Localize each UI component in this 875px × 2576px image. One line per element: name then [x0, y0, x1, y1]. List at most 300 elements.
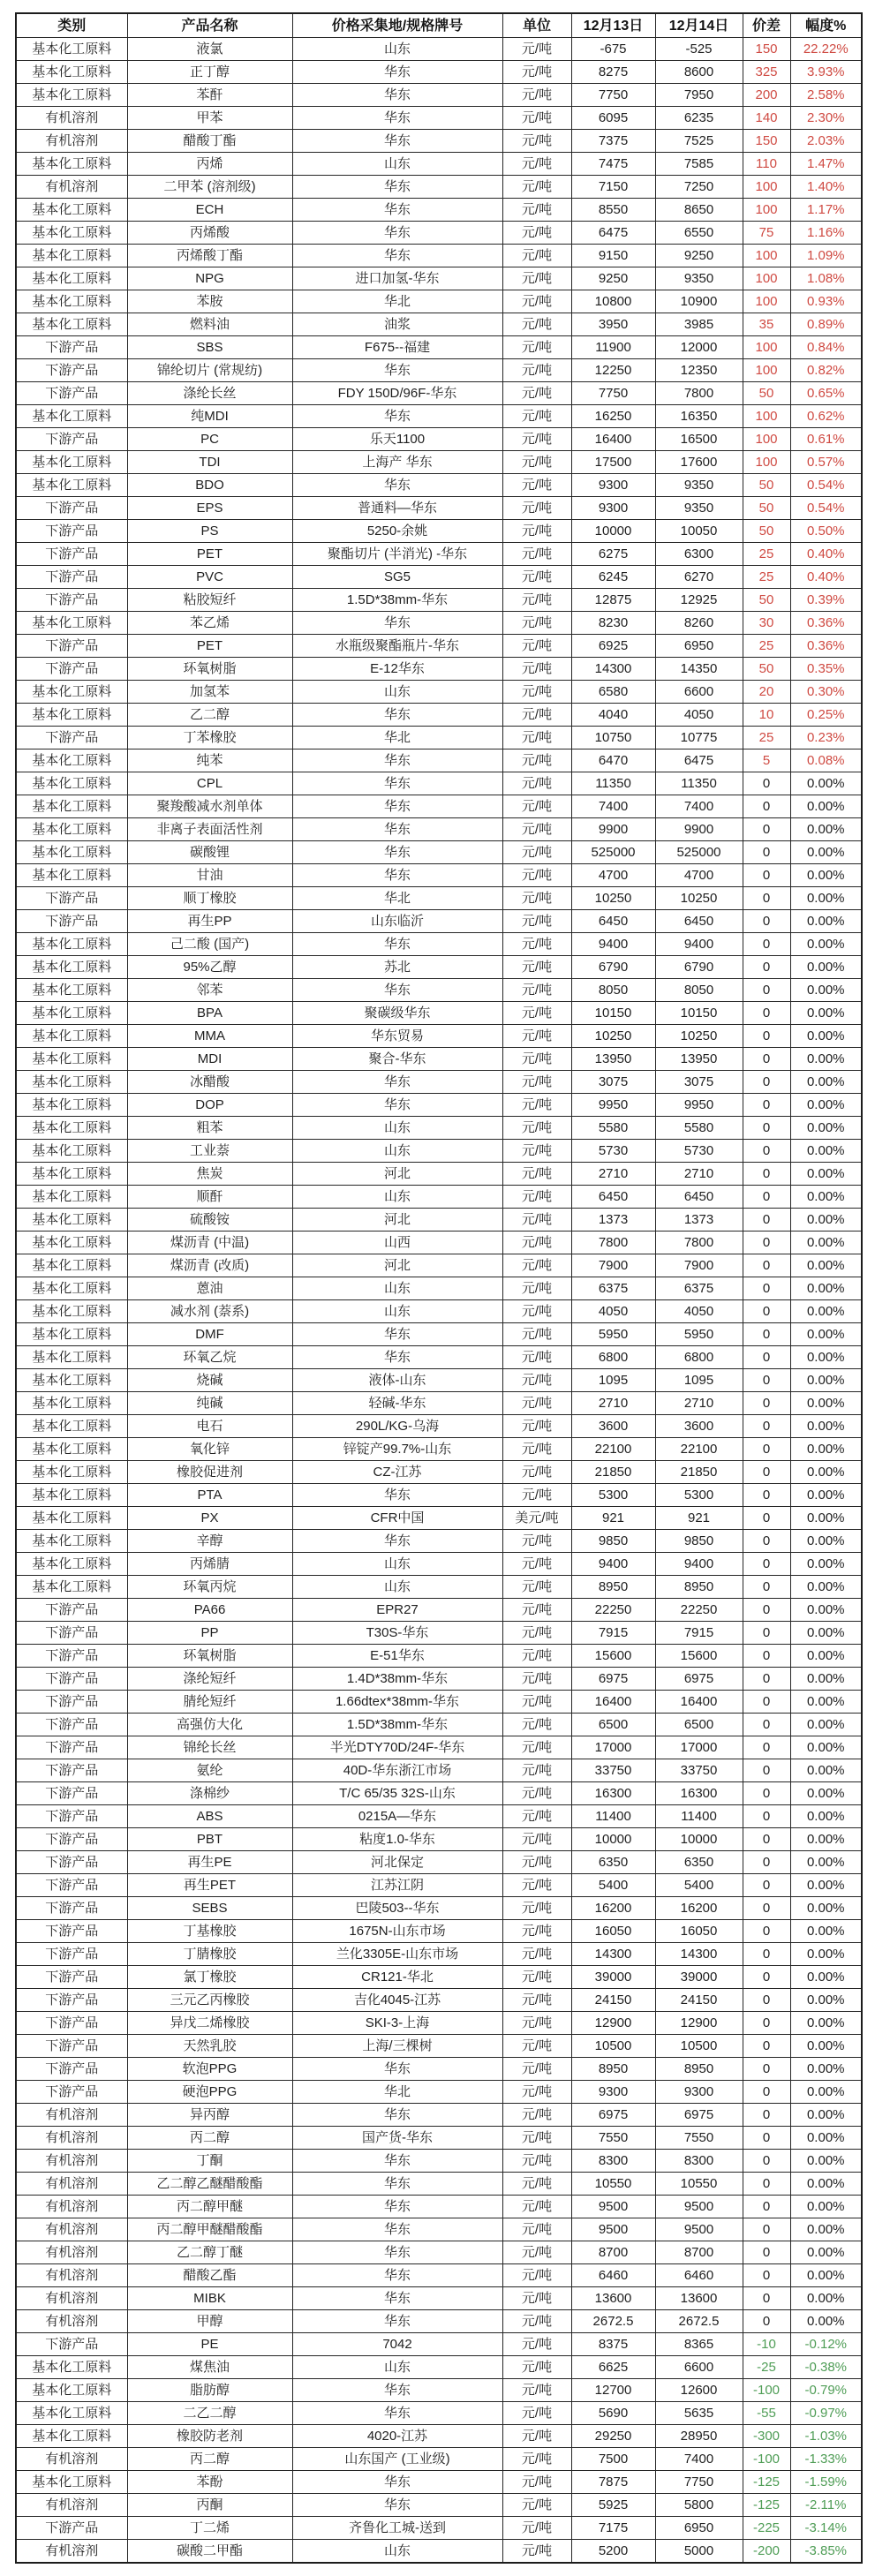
cell-diff: 0 [743, 1300, 790, 1323]
cell-spec: 华东 [292, 84, 502, 107]
cell-unit: 元/吨 [502, 1622, 571, 1645]
cell-price-dec13: 8275 [571, 61, 655, 84]
cell-unit: 元/吨 [502, 290, 571, 313]
cell-unit: 元/吨 [502, 2494, 571, 2517]
cell-price-dec14: 8260 [655, 612, 743, 635]
cell-unit: 元/吨 [502, 933, 571, 956]
cell-diff: 0 [743, 1714, 790, 1736]
cell-change: 0.00% [790, 1805, 862, 1828]
cell-change: 0.00% [790, 2173, 862, 2196]
cell-price-dec14: 13600 [655, 2287, 743, 2310]
cell-price-dec14: 7800 [655, 382, 743, 405]
cell-diff: 0 [743, 841, 790, 864]
cell-category: 基本化工原料 [16, 245, 127, 267]
table-row [16, 1668, 862, 1691]
cell-price-dec14: 2710 [655, 1392, 743, 1415]
cell-price-dec14: 7250 [655, 176, 743, 199]
cell-unit: 元/吨 [502, 520, 571, 543]
cell-unit: 元/吨 [502, 2356, 571, 2379]
cell-unit: 元/吨 [502, 2425, 571, 2448]
cell-product: 二甲苯 (溶剂级) [127, 176, 292, 199]
cell-product: 聚羧酸减水剂单体 [127, 795, 292, 818]
cell-price-dec13: 7175 [571, 2517, 655, 2540]
table-row [16, 1828, 862, 1851]
cell-spec: 1.4D*38mm-华东 [292, 1668, 502, 1691]
col-header-diff: 价差 [743, 13, 790, 38]
cell-change: -0.12% [790, 2333, 862, 2356]
cell-unit: 元/吨 [502, 1117, 571, 1140]
cell-diff: 10 [743, 704, 790, 727]
cell-product: 乙二醇丁醚 [127, 2241, 292, 2264]
cell-spec: 山东 [292, 1277, 502, 1300]
cell-diff: 0 [743, 1002, 790, 1025]
table-row [16, 1002, 862, 1025]
table-row [16, 428, 862, 451]
cell-change: 0.00% [790, 1622, 862, 1645]
table-row [16, 589, 862, 612]
cell-spec: 1.5D*38mm-华东 [292, 1714, 502, 1736]
cell-price-dec14: 6950 [655, 635, 743, 658]
cell-spec: 华东 [292, 2264, 502, 2287]
cell-diff: 0 [743, 1507, 790, 1530]
cell-unit: 元/吨 [502, 2471, 571, 2494]
cell-price-dec14: 10000 [655, 1828, 743, 1851]
cell-category: 基本化工原料 [16, 267, 127, 290]
table-row [16, 1071, 862, 1094]
cell-diff: 100 [743, 359, 790, 382]
cell-price-dec14: 12925 [655, 589, 743, 612]
cell-unit: 元/吨 [502, 2173, 571, 2196]
cell-diff: 0 [743, 2058, 790, 2081]
table-row [16, 2173, 862, 2196]
chemical-price-table [15, 12, 863, 2564]
cell-category: 有机溶剂 [16, 2540, 127, 2564]
cell-change: 0.00% [790, 1117, 862, 1140]
cell-change: 0.00% [790, 1874, 862, 1897]
cell-price-dec14: 9400 [655, 933, 743, 956]
cell-spec: 华东 [292, 1071, 502, 1094]
cell-category: 有机溶剂 [16, 2150, 127, 2173]
table-row [16, 864, 862, 887]
cell-category: 基本化工原料 [16, 772, 127, 795]
cell-spec: SKI-3-上海 [292, 2012, 502, 2035]
cell-price-dec14: 9400 [655, 1553, 743, 1576]
cell-price-dec14: 9950 [655, 1094, 743, 1117]
cell-unit: 元/吨 [502, 2379, 571, 2402]
cell-category: 下游产品 [16, 1966, 127, 1989]
cell-spec: 华东 [292, 107, 502, 130]
cell-unit: 元/吨 [502, 245, 571, 267]
cell-spec: 1.66dtex*38mm-华东 [292, 1691, 502, 1714]
table-row [16, 841, 862, 864]
cell-change: 0.00% [790, 1323, 862, 1346]
table-row [16, 910, 862, 933]
cell-price-dec14: 921 [655, 1507, 743, 1530]
cell-change: 0.00% [790, 2150, 862, 2173]
cell-product: PET [127, 635, 292, 658]
cell-price-dec13: 8300 [571, 2150, 655, 2173]
cell-change: 0.00% [790, 1530, 862, 1553]
table-row [16, 1300, 862, 1323]
cell-category: 基本化工原料 [16, 1094, 127, 1117]
cell-change: -0.79% [790, 2379, 862, 2402]
cell-spec: 华东 [292, 176, 502, 199]
cell-spec: 聚酯切片 (半消光) -华东 [292, 543, 502, 566]
cell-spec: 国产货-华东 [292, 2127, 502, 2150]
table-row [16, 1576, 862, 1599]
cell-unit: 元/吨 [502, 1163, 571, 1186]
cell-change: 0.00% [790, 887, 862, 910]
cell-product: 煤焦油 [127, 2356, 292, 2379]
cell-product: PE [127, 2333, 292, 2356]
cell-product: TDI [127, 451, 292, 474]
cell-diff: 0 [743, 2310, 790, 2333]
cell-product: 丙烯腈 [127, 1553, 292, 1576]
cell-price-dec14: 6450 [655, 910, 743, 933]
cell-change: 0.00% [790, 1071, 862, 1094]
cell-diff: 25 [743, 635, 790, 658]
cell-price-dec13: 5300 [571, 1484, 655, 1507]
cell-unit: 元/吨 [502, 1002, 571, 1025]
cell-unit: 元/吨 [502, 1874, 571, 1897]
cell-price-dec13: 6275 [571, 543, 655, 566]
cell-price-dec13: 5400 [571, 1874, 655, 1897]
cell-product: 腈纶短纤 [127, 1691, 292, 1714]
cell-unit: 元/吨 [502, 267, 571, 290]
cell-diff: 0 [743, 1484, 790, 1507]
cell-price-dec13: 21850 [571, 1461, 655, 1484]
cell-category: 基本化工原料 [16, 1553, 127, 1576]
table-row [16, 1140, 862, 1163]
cell-unit: 元/吨 [502, 428, 571, 451]
cell-price-dec14: 5730 [655, 1140, 743, 1163]
cell-diff: 0 [743, 1966, 790, 1989]
cell-diff: -225 [743, 2517, 790, 2540]
cell-product: 涤纶长丝 [127, 382, 292, 405]
cell-category: 有机溶剂 [16, 2104, 127, 2127]
cell-spec: 华东 [292, 1323, 502, 1346]
cell-product: 粗苯 [127, 1117, 292, 1140]
table-row [16, 1805, 862, 1828]
cell-price-dec14: 24150 [655, 1989, 743, 2012]
cell-unit: 元/吨 [502, 1897, 571, 1920]
cell-diff: -100 [743, 2448, 790, 2471]
cell-unit: 元/吨 [502, 1989, 571, 2012]
cell-price-dec14: 11400 [655, 1805, 743, 1828]
cell-unit: 元/吨 [502, 222, 571, 245]
cell-category: 下游产品 [16, 2517, 127, 2540]
cell-unit: 元/吨 [502, 1828, 571, 1851]
table-row [16, 1530, 862, 1553]
cell-product: 冰醋酸 [127, 1071, 292, 1094]
cell-price-dec13: 3600 [571, 1415, 655, 1438]
cell-price-dec14: 7900 [655, 1254, 743, 1277]
cell-category: 有机溶剂 [16, 2218, 127, 2241]
cell-price-dec14: 21850 [655, 1461, 743, 1484]
cell-spec: 山东 [292, 1300, 502, 1323]
cell-spec: 华北 [292, 887, 502, 910]
cell-unit: 元/吨 [502, 1025, 571, 1048]
cell-change: 0.93% [790, 290, 862, 313]
cell-price-dec14: 15600 [655, 1645, 743, 1668]
cell-spec: 华东 [292, 2379, 502, 2402]
cell-unit: 元/吨 [502, 2540, 571, 2564]
cell-unit: 元/吨 [502, 359, 571, 382]
cell-price-dec14: 8650 [655, 199, 743, 222]
table-row [16, 1622, 862, 1645]
cell-category: 下游产品 [16, 1943, 127, 1966]
cell-unit: 元/吨 [502, 1851, 571, 1874]
table-row [16, 2494, 862, 2517]
cell-price-dec13: 22250 [571, 1599, 655, 1622]
cell-change: 0.00% [790, 2310, 862, 2333]
cell-unit: 元/吨 [502, 1415, 571, 1438]
cell-price-dec13: 6245 [571, 566, 655, 589]
col-header-dec13: 12月13日 [571, 13, 655, 38]
cell-price-dec14: 16300 [655, 1782, 743, 1805]
cell-spec: 华东 [292, 2173, 502, 2196]
cell-spec: FDY 150D/96F-华东 [292, 382, 502, 405]
table-row [16, 2540, 862, 2564]
table-row [16, 887, 862, 910]
cell-unit: 元/吨 [502, 2104, 571, 2127]
cell-price-dec14: 1095 [655, 1369, 743, 1392]
cell-diff: 110 [743, 153, 790, 176]
cell-change: -3.85% [790, 2540, 862, 2564]
cell-change: 0.00% [790, 1484, 862, 1507]
cell-change: 0.89% [790, 313, 862, 336]
cell-category: 有机溶剂 [16, 2264, 127, 2287]
cell-product: 丁腈橡胶 [127, 1943, 292, 1966]
cell-price-dec13: 12875 [571, 589, 655, 612]
cell-diff: 0 [743, 1277, 790, 1300]
cell-spec: 华东 [292, 749, 502, 772]
cell-change: 0.00% [790, 1140, 862, 1163]
cell-price-dec13: 7375 [571, 130, 655, 153]
cell-category: 有机溶剂 [16, 2494, 127, 2517]
cell-change: 0.00% [790, 1094, 862, 1117]
cell-price-dec13: 16400 [571, 428, 655, 451]
cell-change: 1.09% [790, 245, 862, 267]
table-row [16, 1232, 862, 1254]
cell-spec: 华东 [292, 2218, 502, 2241]
table-row [16, 153, 862, 176]
cell-price-dec13: 8230 [571, 612, 655, 635]
cell-unit: 元/吨 [502, 864, 571, 887]
cell-product: 粘胶短纤 [127, 589, 292, 612]
table-row [16, 2012, 862, 2035]
cell-product: 丁苯橡胶 [127, 727, 292, 749]
cell-change: 0.00% [790, 2058, 862, 2081]
cell-change: 0.00% [790, 1943, 862, 1966]
cell-diff: -125 [743, 2471, 790, 2494]
cell-spec: T/C 65/35 32S-山东 [292, 1782, 502, 1805]
cell-product: 乙二醇乙醚醋酸酯 [127, 2173, 292, 2196]
cell-unit: 元/吨 [502, 1392, 571, 1415]
cell-price-dec13: 10250 [571, 887, 655, 910]
cell-category: 下游产品 [16, 1668, 127, 1691]
cell-spec: 40D-华东浙江市场 [292, 1759, 502, 1782]
cell-price-dec13: 16400 [571, 1691, 655, 1714]
cell-change: 0.00% [790, 2104, 862, 2127]
table-row [16, 1553, 862, 1576]
cell-spec: 普通料—华东 [292, 497, 502, 520]
cell-diff: 0 [743, 1369, 790, 1392]
cell-category: 基本化工原料 [16, 864, 127, 887]
cell-product: 再生PP [127, 910, 292, 933]
cell-diff: 50 [743, 658, 790, 681]
cell-product: DMF [127, 1323, 292, 1346]
cell-diff: 100 [743, 267, 790, 290]
cell-change: 0.00% [790, 1392, 862, 1415]
cell-spec: 华北 [292, 290, 502, 313]
cell-spec: 华东 [292, 2287, 502, 2310]
cell-spec: 华东贸易 [292, 1025, 502, 1048]
cell-change: 0.00% [790, 2081, 862, 2104]
cell-unit: 元/吨 [502, 887, 571, 910]
cell-product: 燃料油 [127, 313, 292, 336]
cell-unit: 元/吨 [502, 336, 571, 359]
cell-diff: 0 [743, 1461, 790, 1484]
cell-diff: 30 [743, 612, 790, 635]
cell-price-dec14: 8300 [655, 2150, 743, 2173]
cell-price-dec13: 7750 [571, 382, 655, 405]
cell-category: 下游产品 [16, 1874, 127, 1897]
cell-diff: 0 [743, 1323, 790, 1346]
cell-product: PVC [127, 566, 292, 589]
cell-product: 丙烯酸 [127, 222, 292, 245]
cell-spec: EPR27 [292, 1599, 502, 1622]
cell-change: 0.00% [790, 2264, 862, 2287]
table-row [16, 1392, 862, 1415]
cell-change: 0.00% [790, 1714, 862, 1736]
cell-category: 下游产品 [16, 497, 127, 520]
cell-spec: 山东 [292, 1140, 502, 1163]
cell-change: 0.00% [790, 2287, 862, 2310]
cell-price-dec13: 16250 [571, 405, 655, 428]
cell-price-dec13: 16200 [571, 1897, 655, 1920]
cell-price-dec13: 2672.5 [571, 2310, 655, 2333]
cell-price-dec13: 3075 [571, 1071, 655, 1094]
cell-unit: 元/吨 [502, 1668, 571, 1691]
cell-price-dec13: 10250 [571, 1025, 655, 1048]
cell-price-dec13: 7500 [571, 2448, 655, 2471]
cell-price-dec13: 7750 [571, 84, 655, 107]
cell-product: 环氧树脂 [127, 658, 292, 681]
cell-spec: 苏北 [292, 956, 502, 979]
cell-diff: -125 [743, 2494, 790, 2517]
cell-change: -1.03% [790, 2425, 862, 2448]
cell-product: PP [127, 1622, 292, 1645]
cell-spec: 5250-余姚 [292, 520, 502, 543]
cell-price-dec14: 8365 [655, 2333, 743, 2356]
cell-change: 0.00% [790, 910, 862, 933]
table-row [16, 681, 862, 704]
cell-diff: 0 [743, 1209, 790, 1232]
cell-price-dec13: 7475 [571, 153, 655, 176]
cell-category: 下游产品 [16, 543, 127, 566]
cell-price-dec14: 9250 [655, 245, 743, 267]
cell-price-dec14: 2710 [655, 1163, 743, 1186]
cell-product: 异丙醇 [127, 2104, 292, 2127]
cell-category: 下游产品 [16, 635, 127, 658]
cell-spec: 山东 [292, 1576, 502, 1599]
cell-change: 0.00% [790, 1002, 862, 1025]
cell-spec: E-12华东 [292, 658, 502, 681]
cell-price-dec14: 6300 [655, 543, 743, 566]
cell-price-dec14: 7750 [655, 2471, 743, 2494]
cell-product: 天然乳胶 [127, 2035, 292, 2058]
cell-product: 苯酚 [127, 2471, 292, 2494]
table-row [16, 1438, 862, 1461]
cell-product: 再生PET [127, 1874, 292, 1897]
cell-diff: 0 [743, 1254, 790, 1277]
cell-category: 有机溶剂 [16, 2448, 127, 2471]
cell-price-dec13: 5580 [571, 1117, 655, 1140]
cell-price-dec14: 6550 [655, 222, 743, 245]
cell-price-dec14: 28950 [655, 2425, 743, 2448]
cell-unit: 元/吨 [502, 2287, 571, 2310]
cell-price-dec14: 12600 [655, 2379, 743, 2402]
cell-category: 下游产品 [16, 520, 127, 543]
table-row [16, 2402, 862, 2425]
cell-unit: 元/吨 [502, 2333, 571, 2356]
cell-product: 丁二烯 [127, 2517, 292, 2540]
cell-spec: 半光DTY70D/24F-华东 [292, 1736, 502, 1759]
table-row [16, 956, 862, 979]
cell-price-dec14: 9350 [655, 474, 743, 497]
cell-product: 液氯 [127, 38, 292, 61]
cell-product: 氨纶 [127, 1759, 292, 1782]
cell-unit: 元/吨 [502, 497, 571, 520]
cell-unit: 元/吨 [502, 1438, 571, 1461]
table-row [16, 1599, 862, 1622]
cell-unit: 元/吨 [502, 772, 571, 795]
cell-category: 基本化工原料 [16, 2402, 127, 2425]
cell-spec: 聚碳级华东 [292, 1002, 502, 1025]
cell-spec: 华东 [292, 474, 502, 497]
table-row [16, 543, 862, 566]
cell-product: 醋酸乙酯 [127, 2264, 292, 2287]
table-row [16, 612, 862, 635]
cell-price-dec13: 24150 [571, 1989, 655, 2012]
cell-category: 有机溶剂 [16, 2196, 127, 2218]
cell-spec: 山西 [292, 1232, 502, 1254]
cell-product: PTA [127, 1484, 292, 1507]
cell-spec: 华东 [292, 2310, 502, 2333]
cell-price-dec13: 8950 [571, 1576, 655, 1599]
cell-product: 环氧树脂 [127, 1645, 292, 1668]
cell-product: 脂肪醇 [127, 2379, 292, 2402]
table-row [16, 727, 862, 749]
table-row [16, 2150, 862, 2173]
cell-price-dec13: 17000 [571, 1736, 655, 1759]
cell-category: 基本化工原料 [16, 1323, 127, 1346]
table-row [16, 1025, 862, 1048]
cell-change: 0.00% [790, 864, 862, 887]
cell-product: 硬泡PPG [127, 2081, 292, 2104]
cell-price-dec13: 2710 [571, 1163, 655, 1186]
table-row [16, 658, 862, 681]
cell-product: SEBS [127, 1897, 292, 1920]
cell-spec: 山东 [292, 1553, 502, 1576]
cell-category: 基本化工原料 [16, 199, 127, 222]
cell-spec: 山东 [292, 2540, 502, 2564]
cell-unit: 元/吨 [502, 1323, 571, 1346]
cell-price-dec14: 5635 [655, 2402, 743, 2425]
header-row [16, 13, 862, 38]
cell-price-dec13: 9400 [571, 1553, 655, 1576]
